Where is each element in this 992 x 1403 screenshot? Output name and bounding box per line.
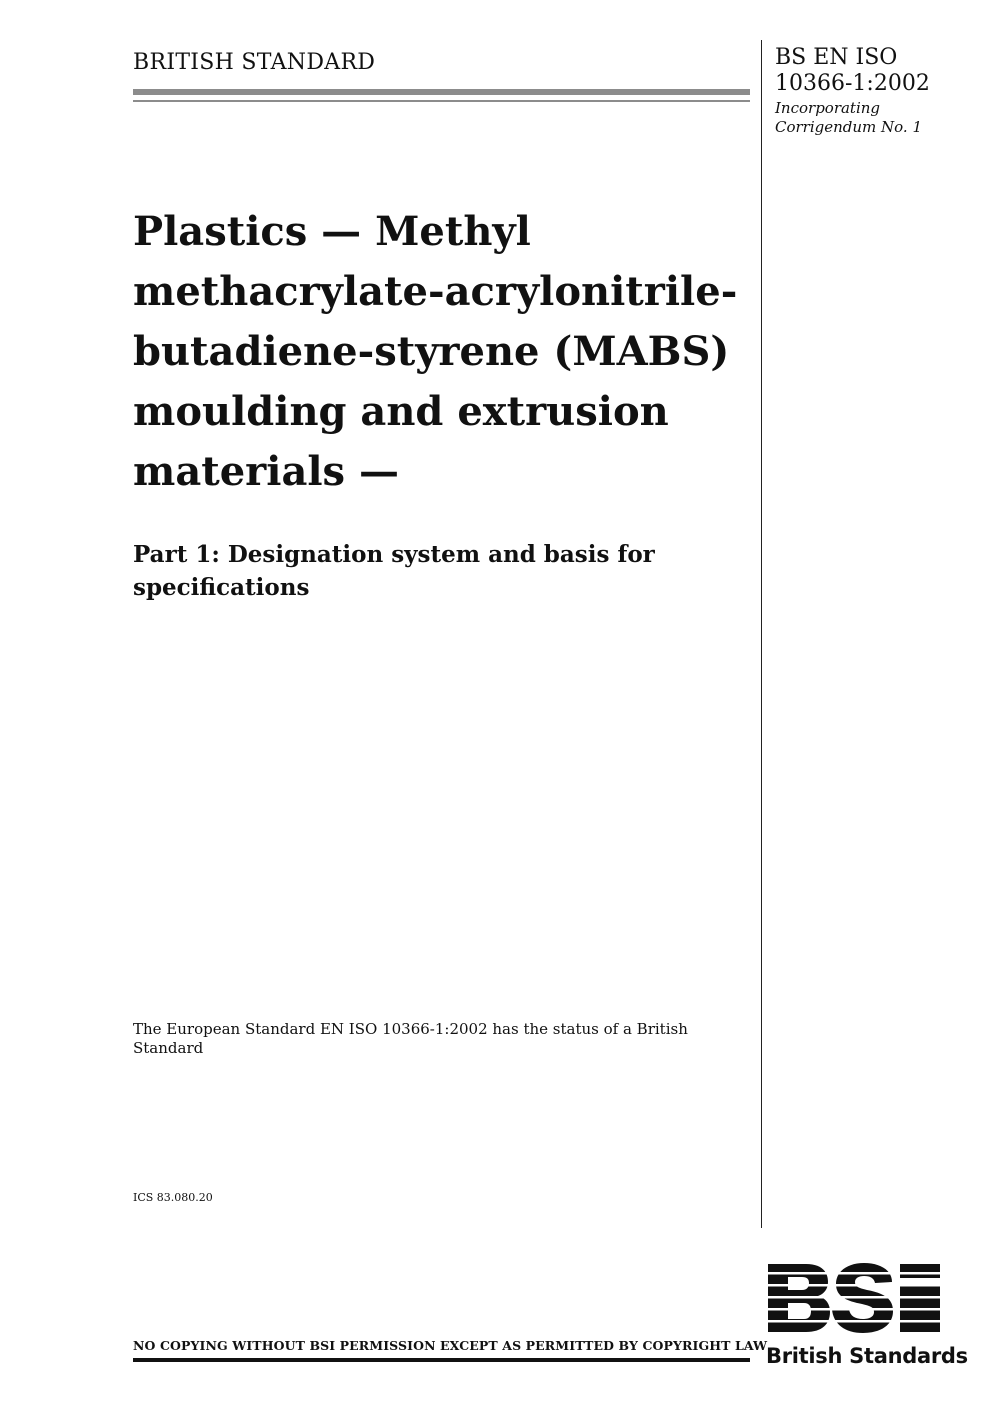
header-rule-thin [133, 100, 750, 102]
ics-code: ICS 83.080.20 [133, 1191, 213, 1204]
copyright-notice: NO COPYING WITHOUT BSI PERMISSION EXCEPT AS PERMITTED BY COPYRIGHT LAW [133, 1338, 768, 1353]
standard-number [775, 45, 930, 97]
title-line: moulding and extrusion [133, 388, 669, 435]
incorporating-line2: Corrigendum No. 1 [775, 118, 923, 136]
bsi-wordmark: British Standards [766, 1344, 968, 1368]
main-title [133, 202, 758, 502]
header-label: BRITISH STANDARD [133, 50, 376, 75]
title-line: materials — [133, 448, 399, 495]
title-line: methacrylate-acrylonitrile- [133, 268, 738, 315]
copyright-rule [133, 1358, 750, 1362]
status-note: The European Standard EN ISO 10366-1:2002 has the status of a British Standard [133, 1020, 688, 1057]
header-rule-thick [133, 89, 750, 95]
incorporating-line1: Incorporating [775, 99, 881, 117]
vertical-divider [761, 40, 762, 1228]
standard-number-line2: 10366-1:2002 [775, 71, 930, 96]
incorporating-note [775, 99, 922, 137]
part-title: Part 1: Designation system and basis for specifications [133, 541, 655, 601]
standard-number-line1: BS EN ISO [775, 45, 898, 70]
title-line: Plastics — Methyl [133, 208, 531, 255]
title-line: butadiene-styrene (MABS) [133, 328, 730, 375]
